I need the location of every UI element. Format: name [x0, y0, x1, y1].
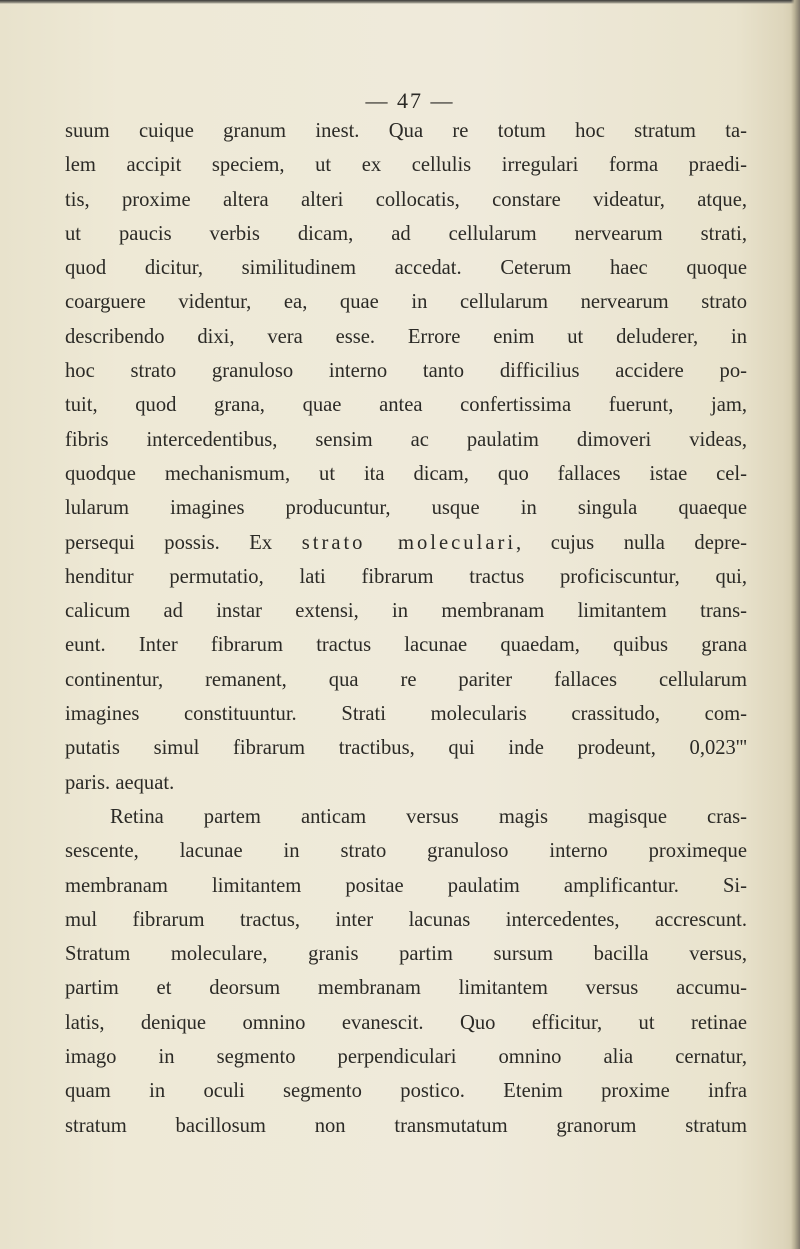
text-line: eunt. Inter fibrarum tractus lacunae quaedam, quibus grana [65, 634, 747, 657]
text-line: stratum bacillosum non transmutatum granorum stratum [65, 1114, 747, 1137]
text-line: quodque mechanismum, ut ita dicam, quo fallaces istae cel- [65, 462, 747, 485]
text-line: paris. aequat. [65, 771, 175, 794]
text-line: Stratum moleculare, granis partim sursum bacilla versus, [65, 943, 747, 966]
text-line: tuit, quod grana, quae antea confertissima fuerunt, jam, [65, 394, 747, 417]
text-line: partim et deorsum membranam limitantem versus accumu- [65, 977, 747, 1000]
text-line: lularum imagines producuntur, usque in singula quaeque [65, 497, 747, 520]
text-line: describendo dixi, vera esse. Errore enim ut deluderer, in [65, 325, 747, 348]
text-line: hoc strato granuloso interno tanto difficilius accidere po- [65, 360, 747, 383]
page-number-header: — 47 — [365, 88, 455, 113]
text-segment: persequi possis. Ex [65, 531, 302, 554]
text-line: ut paucis verbis dicam, ad cellularum nervearum strati, [65, 222, 747, 245]
text-line: imago in segmento perpendiculari omnino alia cernatur, [65, 1046, 747, 1069]
text-line: latis, denique omnino evanescit. Quo efficitur, ut retinae [65, 1011, 747, 1034]
text-line: quam in oculi segmento postico. Etenim proxime infra [65, 1080, 747, 1103]
text-line: putatis simul fibrarum tractibus, qui inde prodeunt, 0,023''' [65, 737, 747, 760]
text-line: calicum ad instar extensi, in membranam limitantem trans- [65, 600, 747, 623]
text-line: tis, proxime altera alteri collocatis, constare videatur, atque, [65, 188, 747, 211]
text-segment: , cujus nulla depre- [516, 531, 747, 554]
text-line: fibris intercedentibus, sensim ac paulatim dimoveri videas, [65, 428, 747, 451]
page-right-edge-shadow [791, 0, 800, 1249]
text-line-with-spaced-term [65, 526, 747, 560]
text-line: imagines constituuntur. Strati molecularis crassitudo, com- [65, 703, 747, 726]
text-line: Retina partem anticam versus magis magisque cras- [110, 805, 747, 828]
page-top-edge-shadow [0, 0, 800, 4]
text-line: lem accipit speciem, ut ex cellulis irregulari forma praedi- [65, 154, 747, 177]
text-line: quod dicitur, similitudinem accedat. Ceterum haec quoque [65, 257, 747, 280]
text-line: membranam limitantem positae paulatim amplificantur. Si- [65, 874, 747, 897]
spaced-term: strato moleculari [301, 531, 517, 554]
text-line: coarguere videntur, ea, quae in cellularum nervearum strato [65, 291, 747, 314]
text-line: mul fibrarum tractus, inter lacunas intercedentes, accrescunt. [65, 908, 747, 931]
text-line: suum cuique granum inest. Qua re totum hoc stratum ta- [65, 120, 747, 142]
body-text [65, 114, 747, 1143]
text-line: sescente, lacunae in strato granuloso interno proximeque [65, 840, 747, 863]
text-line: continentur, remanent, qua re pariter fallaces cellularum [65, 668, 747, 691]
text-line: henditur permutatio, lati fibrarum tractus proficiscuntur, qui, [65, 565, 747, 588]
